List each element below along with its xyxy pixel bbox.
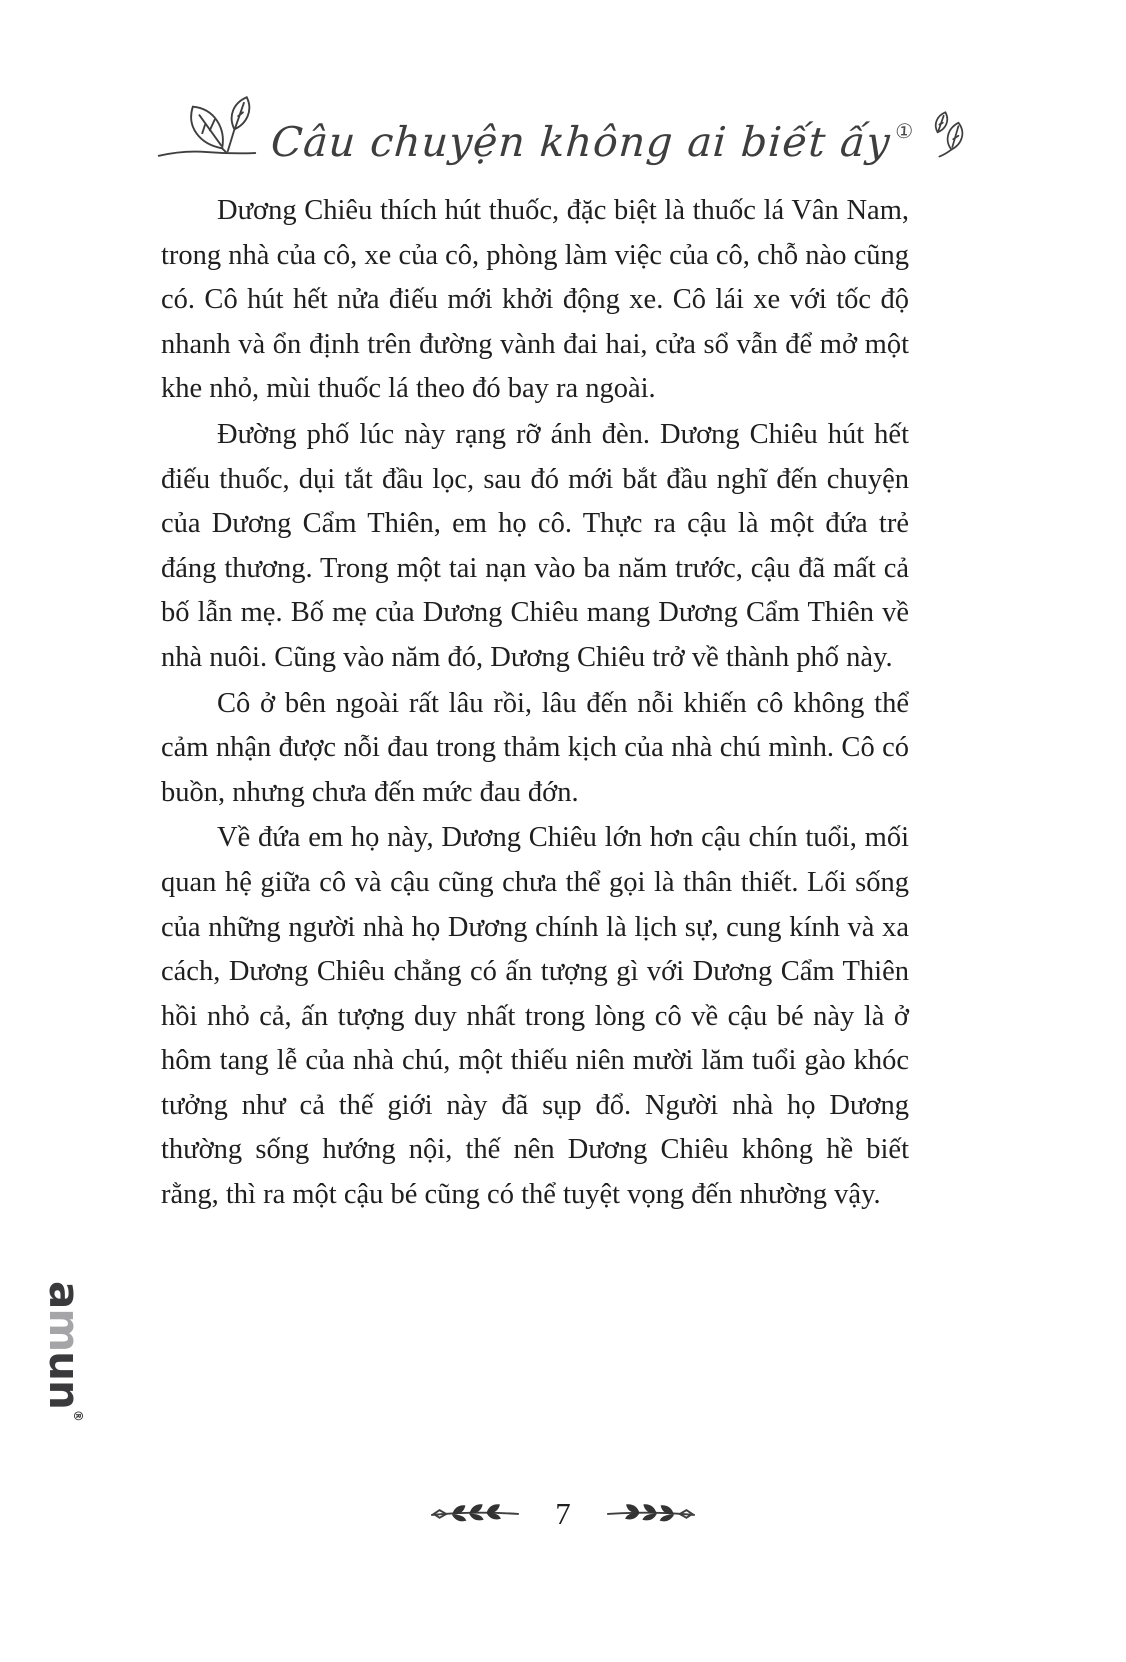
- sprouting-leaves-icon: [155, 86, 259, 173]
- leaf-branch-icon: [429, 1500, 521, 1531]
- leaf-branch-icon: [605, 1500, 697, 1531]
- logo-letter: m: [40, 1308, 89, 1352]
- paragraph: Về đứa em họ này, Dương Chiêu lớn hơn cậu chín tuổi, mối quan hệ giữa cô và cậu cũng chưa thể gọi là thân thiết. Lối sống của những người nhà họ Dương chính là lịch sự, cung kính và xa cách, Dương Chiêu chẳng có ấn tượng gì với Dương Cẩm Thiên hồi nhỏ cả, ấn tượng duy nhất trong lòng cô về cậu bé này là ở hôm tang lễ của nhà chú, một thiếu niên mười lăm tuổi gào khóc tưởng như cả thế giới này đã sụp đổ. Người nhà họ Dương thường sống hướng nội, thế nên Dương Chiêu không hề biết rằng, thì ra một cậu bé cũng có thể tuyệt vọng đến nhường vậy.: [161, 822, 909, 1211]
- paragraph: Đường phố lúc này rạng rỡ ánh đèn. Dương Chiêu hút hết điếu thuốc, dụi tắt đầu lọc, sau đó mới bắt đầu nghĩ đến chuyện của Dương Cẩm Thiên, em họ cô. Thực ra cậu là một đứa trẻ đáng thương. Trong một tai nạn vào ba năm trước, cậu đã mất cả bố lẫn mẹ. Bố mẹ của Dương Chiêu mang Dương Cẩm Thiên về nhà nuôi. Cũng vào năm đó, Dương Chiêu trở về thành phố này.: [161, 418, 909, 673]
- logo-letters: un: [40, 1351, 89, 1409]
- double-leaf-icon: [925, 108, 971, 165]
- paragraph: Dương Chiêu thích hút thuốc, đặc biệt là thuốc lá Vân Nam, trong nhà của cô, xe của cô, phòng làm việc của cô, chỗ nào cũng có. Cô hút hết nửa điếu mới khởi động xe. Cô lái xe với tốc độ nhanh và ổn định trên đường vành đai hai, cửa sổ vẫn để mở một khe nhỏ, mùi thuốc lá theo đó bay ra ngoài.: [161, 195, 909, 405]
- page-body-text: [161, 189, 909, 1219]
- page-footer: [0, 1498, 1126, 1533]
- chapter-header: [0, 86, 1126, 167]
- chapter-title-text: Câu chuyện không ai biết ấy: [269, 117, 892, 166]
- logo-letter: a: [40, 1281, 89, 1309]
- page-number: 7: [555, 1496, 571, 1531]
- chapter-title: [269, 118, 915, 167]
- paragraph: Cô ở bên ngoài rất lâu rồi, lâu đến nỗi khiến cô không thể cảm nhận được nỗi đau trong thảm kịch của nhà chú mình. Cô có buồn, nhưng chưa đến mức đau đớn.: [161, 687, 909, 808]
- registered-trademark-icon: ®: [71, 1409, 85, 1422]
- publisher-logo: [40, 1281, 103, 1422]
- footnote-marker: ①: [894, 118, 915, 143]
